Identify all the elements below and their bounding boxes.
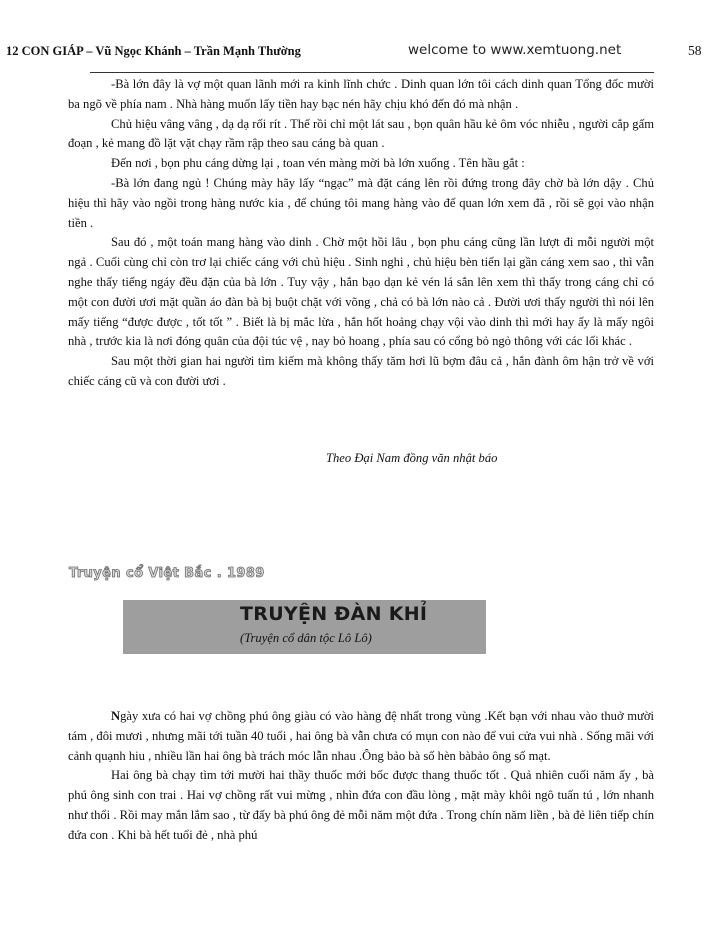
paragraph: -Bà lớn đây là vợ một quan lãnh mới ra kinh lĩnh chức . Dinh quan lớn tôi cách dinh quan Tổng đốc mười ba ngõ về phía nam . Nhà hàng muốn lấy tiền hay bạc nén hãy chịu khó đến đó mà nhận .	[68, 77, 654, 111]
page-number: 58	[688, 43, 702, 58]
section-label: Truyện cổ Việt Bắc . 1989	[69, 566, 265, 581]
initial-letter: N	[111, 709, 121, 723]
story-subtitle: (Truyện cổ dân tộc Lô Lô)	[240, 631, 372, 645]
header-website-link[interactable]: welcome to www.xemtuong.net	[408, 42, 622, 58]
paragraph: Hai ông bà chạy tìm tới mười hai thầy thuốc mới bốc được thang thuốc tốt . Quả nhiên cuối năm ấy , bà phú ông sinh con trai . Hai vợ chồng rất vui mừng , nhìn đứa con đầu lòng , mặt mày khôi ngô tuấn tú , lớn nhanh như thổi . Rồi may mắn lắm sao , từ đấy bà phú ông đẻ mỗi năm một đứa . Trong chín năm liền , bà đẻ liên tiếp chín đứa con . Khi bà hết tuổi đẻ , nhà phú	[68, 768, 654, 842]
story1-body	[68, 75, 654, 392]
paragraph: -Bà lớn đang ngủ ! Chúng mày hãy lấy “ngạc” mà đặt cáng lên rồi đứng trong đây chờ bà lớn dậy . Chủ hiệu thì hãy vào ngồi trong hàng nước kia , để chúng tôi mang hàng vào để quan lớn xem đã , rồi sẽ gọi vào nhận tiền .	[68, 175, 654, 230]
paragraph: Sau đó , một toán mang hàng vào dinh . Chờ một hồi lâu , bọn phu cáng cũng lần lượt đi mỗi người một ngả . Cuối cùng chỉ còn trơ lại chiếc cáng với chủ hiệu . Sinh nghi , chủ hiệu bèn tiến lại gần cáng xem sao , thì vẫn nghe thấy tiếng ngáy đều đặn của bà lớn . Tuy vậy , hắn bạo dạn kẻ vén lá sắn lên xem thì thấy trong cáng chỉ có một con đười ươi mặt quần áo đàn bà bị buột chặt với võng , chả có bà lớn nào cả . Đười ươi thấy người thì nói lên mấy tiếng “được được , tốt tốt ” . Biết là bị mắc lừa , hắn hốt hoảng chạy vội vào dinh thì mới hay ấy là mấy ngôi nhà , trước kia là nơi đóng quân của đội túc vệ , nay bỏ hoang , phía sau có cổng bỏ ngỏ thông với các lối khác .	[68, 235, 654, 349]
paragraph: Chủ hiệu vâng vâng , dạ dạ rối rít . Thế rồi chỉ một lát sau , bọn quân hầu kẻ ôm vóc nhiễu , người cắp gấm đoạn , kẻ mang đồ lặt vặt chạy rầm rập theo sau cáng bà quan .	[68, 116, 654, 151]
paragraph: Đến nơi , bọn phu cáng dừng lại , toan vén màng mời bà lớn xuống . Tên hầu gắt :	[111, 156, 525, 171]
story-title: TRUYỆN ĐÀN KHỈ	[240, 603, 428, 625]
running-header-title: 12 CON GIÁP – Vũ Ngọc Khánh – Trần Mạnh Thường	[6, 44, 301, 58]
paragraph: Sau một thời gian hai người tìm kiếm mà không thấy tăm hơi lũ bợm đâu cả , hắn đành ôm hận trở về với chiếc cáng cũ và con đười ươi .	[68, 354, 654, 388]
header-rule	[90, 72, 654, 73]
paragraph-text: gày xưa có hai vợ chồng phú ông giàu có vào hàng đệ nhất trong vùng .Kết bạn với nhau vào thuở mười tám , đôi mươi , nhưng mãi tới tuần 40 tuổi , hai ông bà vẫn chưa có mụn con nào để vui cửa vui nhà . Sống mãi với cảnh quạnh hiu , nhiều lần hai ông bà trách móc lẫn nhau .Ông bảo bà số hèn bàbảo ông số mạt.	[68, 709, 654, 763]
story2-body	[68, 707, 654, 846]
paragraph	[68, 707, 654, 766]
source-citation: Theo Đại Nam đồng văn nhật báo	[326, 451, 498, 465]
